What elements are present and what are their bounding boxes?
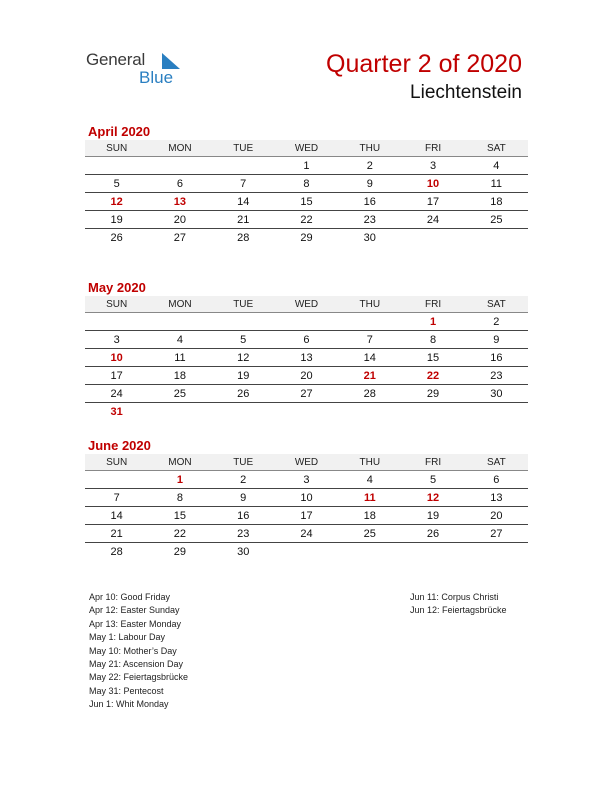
day-cell (148, 313, 211, 331)
day-cell: 8 (401, 331, 464, 349)
day-cell: 16 (212, 507, 275, 525)
holiday-day-cell: 21 (338, 367, 401, 385)
holiday-item: Jun 12: Feiertagsbrücke (410, 605, 507, 616)
day-cell: 25 (465, 211, 528, 229)
holiday-list-right (410, 591, 507, 618)
day-cell: 28 (338, 385, 401, 403)
day-cell: 13 (465, 489, 528, 507)
week-row (85, 489, 528, 507)
weekday-header: SUN (85, 454, 148, 471)
day-cell: 8 (148, 489, 211, 507)
week-row (85, 229, 528, 247)
day-cell: 6 (148, 175, 211, 193)
logo-blue-text: Blue (139, 68, 174, 87)
day-cell: 29 (401, 385, 464, 403)
day-cell (275, 313, 338, 331)
day-cell (275, 403, 338, 421)
day-cell: 23 (212, 525, 275, 543)
day-cell: 17 (85, 367, 148, 385)
day-cell: 7 (212, 175, 275, 193)
day-cell: 11 (148, 349, 211, 367)
week-row (85, 507, 528, 525)
day-cell: 9 (212, 489, 275, 507)
day-cell (465, 403, 528, 421)
day-cell: 29 (300, 231, 313, 244)
day-cell: 14 (212, 193, 275, 211)
day-cell: 29 (173, 545, 187, 558)
day-cell (465, 229, 528, 247)
week-row (85, 367, 528, 385)
calendar-grid (85, 296, 528, 420)
holiday-day-cell: 1 (148, 471, 211, 489)
day-cell: 18 (465, 193, 528, 211)
day-cell: 11 (465, 175, 528, 193)
day-cell (338, 313, 401, 331)
day-cell: 10 (275, 489, 338, 507)
holiday-day-cell: 12 (401, 489, 464, 507)
month-title: April 2020 (88, 124, 151, 139)
day-cell: 18 (148, 367, 211, 385)
day-cell: 15 (275, 193, 338, 211)
weekday-header: TUE (212, 454, 275, 471)
day-cell: 30 (465, 385, 528, 403)
day-cell: 23 (465, 367, 528, 385)
holiday-day-cell: 13 (148, 193, 211, 211)
day-cell (212, 157, 275, 175)
holiday-day-cell: 1 (401, 313, 464, 331)
weekday-header: SAT (465, 296, 528, 313)
day-cell: 30 (363, 231, 376, 244)
day-cell: 26 (212, 385, 275, 403)
holiday-item: Jun 11: Corpus Christi (410, 592, 499, 602)
day-cell: 24 (85, 385, 148, 403)
page-title: Quarter 2 of 2020 (326, 50, 522, 78)
day-cell: 17 (275, 507, 338, 525)
day-cell: 23 (338, 211, 401, 229)
day-cell: 2 (212, 471, 275, 489)
holiday-item: Apr 10: Good Friday (89, 592, 171, 602)
holiday-item: Jun 1: Whit Monday (89, 699, 169, 710)
week-row (85, 175, 528, 193)
weekday-header: SUN (85, 140, 148, 157)
day-cell: 7 (338, 331, 401, 349)
day-cell: 26 (401, 525, 464, 543)
day-cell: 17 (401, 193, 464, 211)
day-cell: 16 (465, 349, 528, 367)
day-cell: 28 (110, 545, 123, 558)
week-row (85, 157, 528, 175)
week-row (85, 525, 528, 543)
weekday-header: SUN (85, 296, 148, 313)
week-row (85, 385, 528, 403)
day-cell: 22 (148, 525, 211, 543)
week-row (85, 471, 528, 489)
day-cell: 3 (401, 157, 464, 175)
country-name: Liechtenstein (410, 82, 522, 103)
weekday-header: THU (338, 454, 401, 471)
day-cell: 18 (338, 507, 401, 525)
day-cell: 19 (401, 507, 464, 525)
day-cell: 5 (212, 331, 275, 349)
day-cell: 24 (275, 525, 338, 543)
day-cell: 25 (148, 385, 211, 403)
day-cell: 5 (85, 175, 148, 193)
holiday-item: May 22: Feiertagsbrücke (89, 672, 189, 683)
day-cell: 2 (338, 157, 401, 175)
day-cell (85, 313, 148, 331)
weekday-header: MON (148, 296, 211, 313)
day-cell (85, 471, 148, 489)
weekday-header: WED (275, 296, 338, 313)
holiday-item: Apr 12: Easter Sunday (89, 605, 180, 616)
day-cell (401, 403, 464, 421)
day-cell: 3 (85, 331, 148, 349)
holiday-day-cell: 12 (85, 193, 148, 211)
day-cell: 28 (237, 231, 250, 244)
month-april (85, 123, 528, 246)
week-row (85, 331, 528, 349)
day-cell: 19 (212, 367, 275, 385)
week-row (85, 193, 528, 211)
day-cell: 21 (212, 211, 275, 229)
holiday-item: May 21: Ascension Day (89, 659, 184, 670)
day-cell: 27 (275, 385, 338, 403)
week-row (85, 403, 528, 421)
day-cell: 4 (148, 331, 211, 349)
holiday-day-cell: 11 (338, 489, 401, 507)
weekday-header: SAT (465, 454, 528, 471)
day-cell: 27 (465, 525, 528, 543)
weekday-header: WED (275, 454, 338, 471)
day-cell: 21 (85, 525, 148, 543)
weekday-header: THU (338, 140, 401, 157)
day-cell (212, 403, 275, 421)
month-title: June 2020 (88, 438, 151, 453)
holiday-list-left (89, 591, 188, 712)
day-cell: 25 (338, 525, 401, 543)
week-row (85, 211, 528, 229)
holiday-item: May 10: Mother’s Day (89, 645, 177, 656)
weekday-header: FRI (401, 140, 464, 157)
day-cell: 20 (148, 211, 211, 229)
logo-general-text: General (86, 50, 146, 69)
holiday-day-cell: 22 (401, 367, 464, 385)
weekday-header: WED (275, 140, 338, 157)
day-cell: 19 (85, 211, 148, 229)
holiday-day-cell: 10 (85, 349, 148, 367)
holiday-day-cell: 10 (401, 175, 464, 193)
weekday-header: TUE (212, 140, 275, 157)
weekday-header: SAT (465, 140, 528, 157)
day-cell (401, 229, 464, 247)
weekday-header: THU (338, 296, 401, 313)
day-cell (148, 403, 211, 421)
day-cell: 14 (85, 507, 148, 525)
day-cell: 7 (85, 489, 148, 507)
day-cell: 1 (275, 157, 338, 175)
day-cell: 4 (338, 471, 401, 489)
day-cell (465, 543, 528, 561)
day-cell: 30 (237, 545, 250, 558)
day-cell: 2 (465, 313, 528, 331)
day-cell: 9 (465, 331, 528, 349)
day-cell: 26 (110, 231, 123, 244)
day-cell (275, 543, 338, 561)
day-cell: 5 (401, 471, 464, 489)
month-may (85, 279, 528, 420)
day-cell: 6 (465, 471, 528, 489)
day-cell: 4 (465, 157, 528, 175)
month-title: May 2020 (88, 280, 146, 295)
day-cell: 20 (465, 507, 528, 525)
week-row (85, 313, 528, 331)
weekday-header: FRI (401, 454, 464, 471)
month-june (85, 437, 528, 560)
weekday-header: MON (148, 454, 211, 471)
day-cell: 20 (275, 367, 338, 385)
day-cell: 12 (212, 349, 275, 367)
calendar-grid (85, 140, 528, 246)
holiday-item: May 1: Labour Day (89, 632, 166, 643)
day-cell: 9 (338, 175, 401, 193)
week-row (85, 349, 528, 367)
holiday-item: Apr 13: Easter Monday (89, 618, 182, 629)
day-cell (401, 543, 464, 561)
day-cell (85, 157, 148, 175)
day-cell: 15 (401, 349, 464, 367)
day-cell: 3 (275, 471, 338, 489)
day-cell: 22 (275, 211, 338, 229)
day-cell: 8 (275, 175, 338, 193)
day-cell (148, 157, 211, 175)
calendar-grid (85, 454, 528, 560)
day-cell: 6 (275, 331, 338, 349)
week-row (85, 543, 528, 561)
holiday-item: May 31: Pentecost (89, 685, 164, 696)
weekday-header: FRI (401, 296, 464, 313)
day-cell (338, 543, 401, 561)
day-cell (338, 403, 401, 421)
day-cell: 16 (338, 193, 401, 211)
weekday-header: TUE (212, 296, 275, 313)
day-cell: 13 (275, 349, 338, 367)
day-cell: 15 (148, 507, 211, 525)
day-cell (212, 313, 275, 331)
holiday-day-cell: 31 (110, 405, 123, 418)
day-cell: 24 (401, 211, 464, 229)
day-cell: 27 (173, 231, 187, 244)
day-cell: 14 (338, 349, 401, 367)
logo (86, 50, 196, 90)
weekday-header: MON (148, 140, 211, 157)
